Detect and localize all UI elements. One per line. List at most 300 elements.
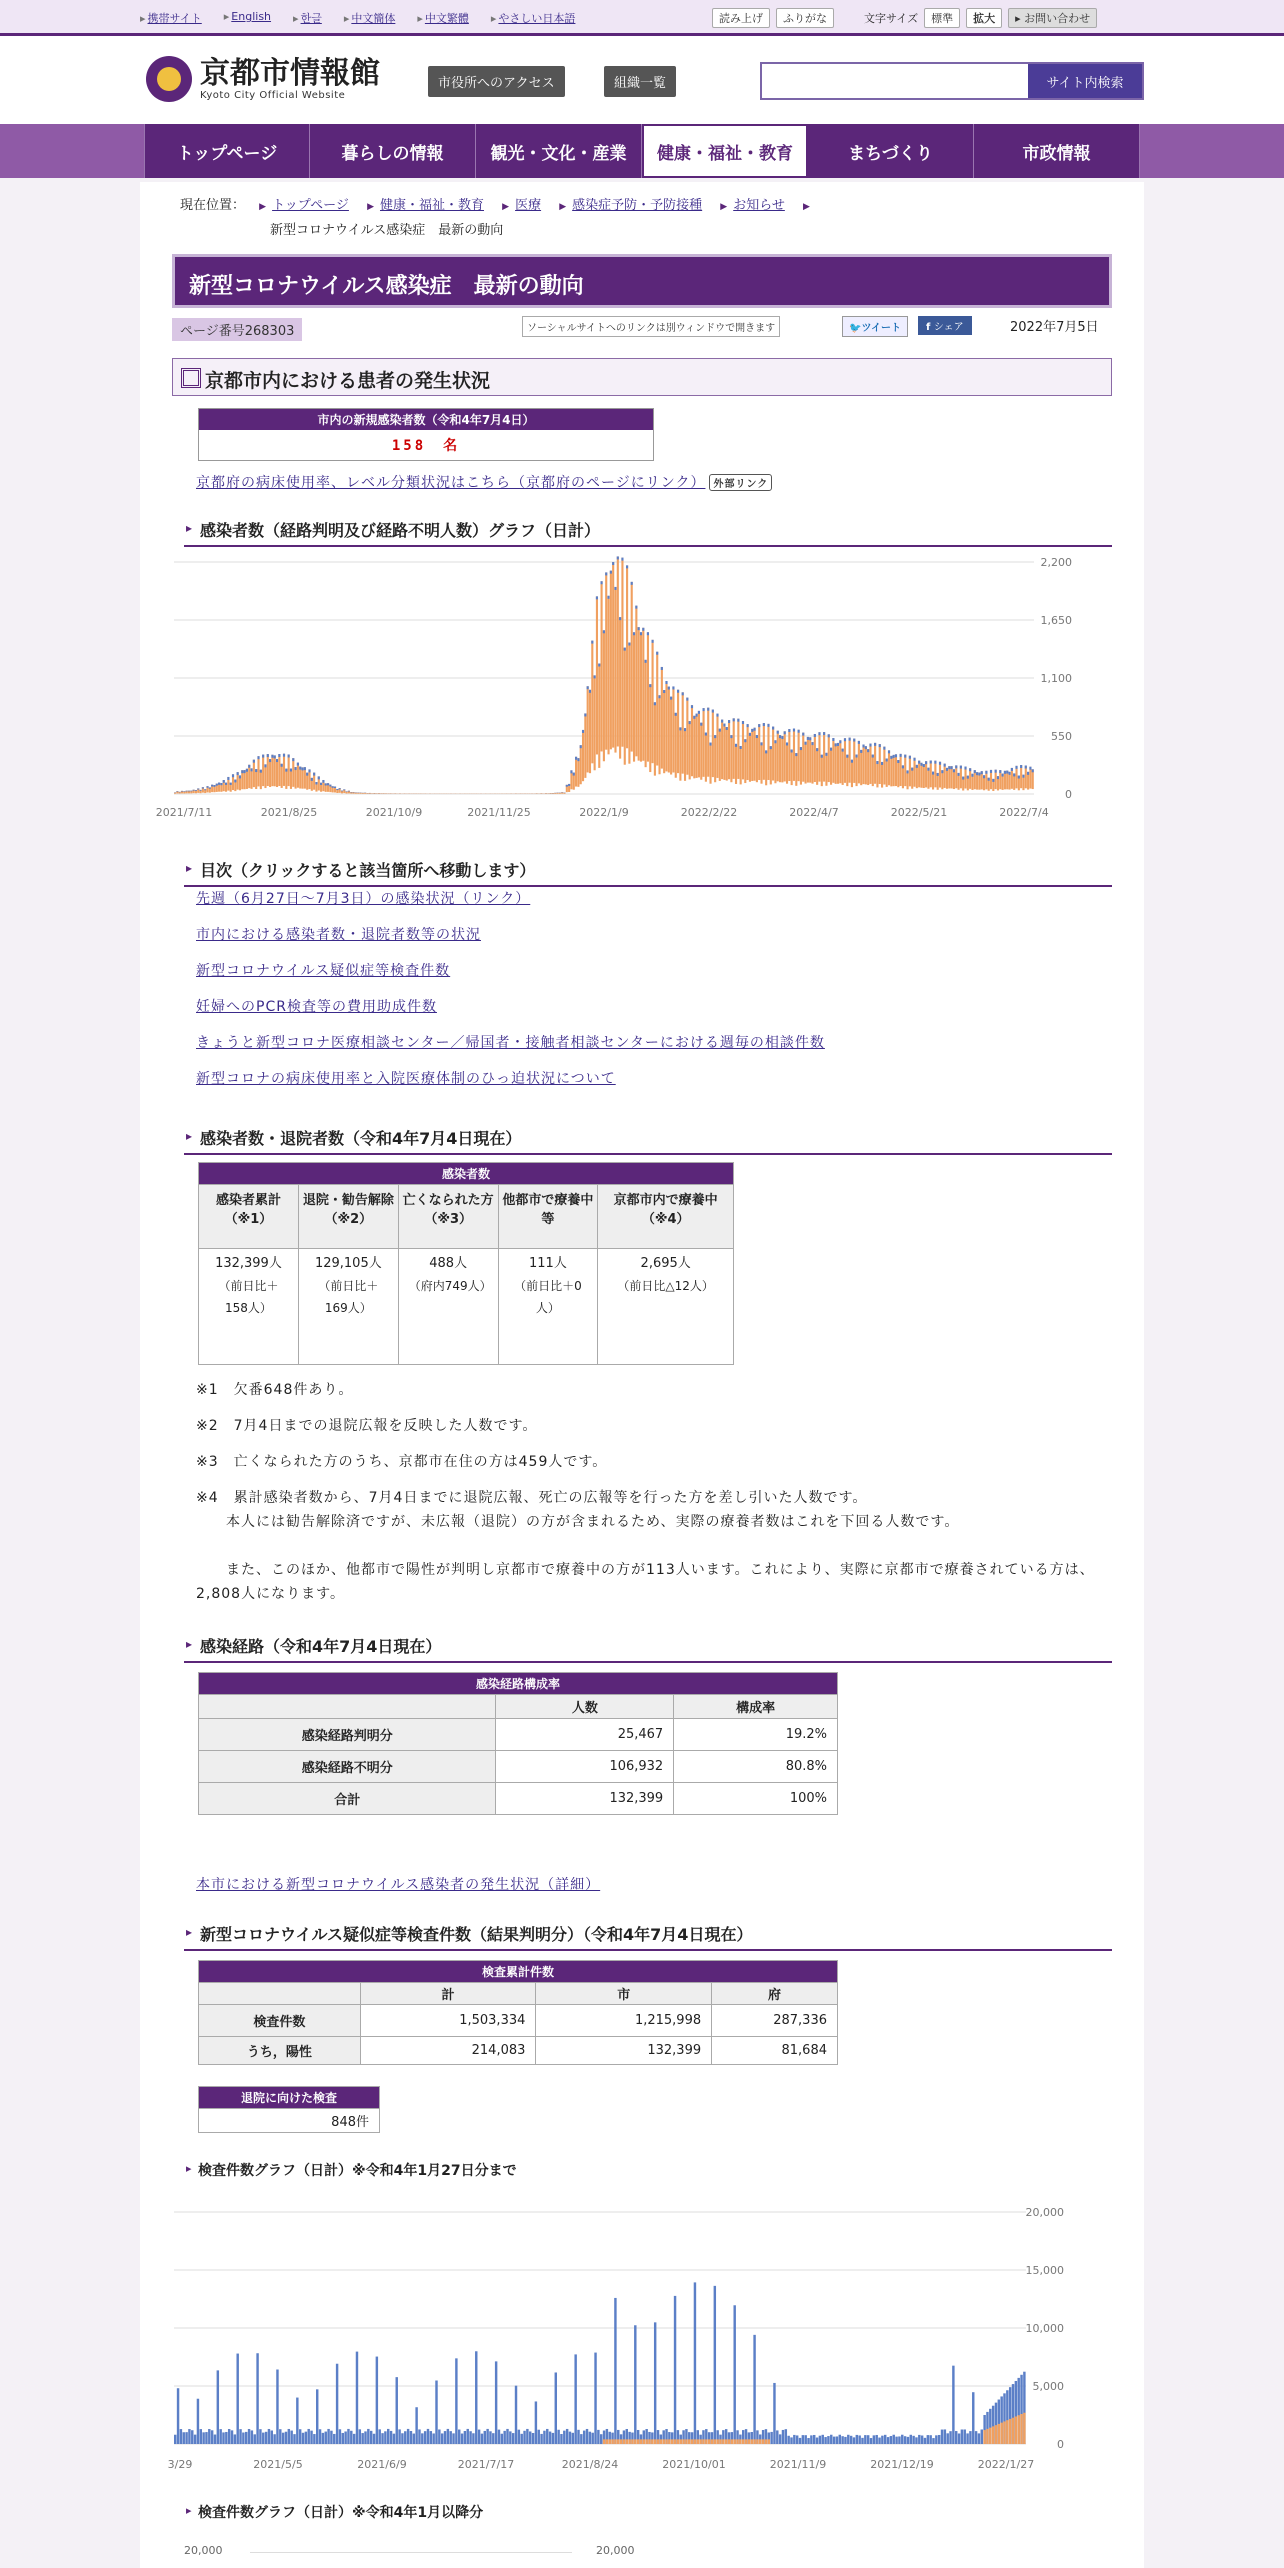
access-button[interactable]: 市役所へのアクセス [428, 66, 565, 97]
test-bar [174, 2435, 176, 2444]
tests-cell: 132,399 [536, 2037, 712, 2065]
test-bar [268, 2429, 270, 2444]
test-bar [222, 2432, 224, 2444]
test-bar [895, 2437, 897, 2444]
infection-bar-unknown [795, 753, 797, 786]
infection-bar-unknown [765, 750, 767, 785]
test-bar [447, 2429, 449, 2444]
infection-bar-unknown [888, 750, 890, 785]
test-bar [822, 2435, 824, 2444]
status-value-discharged: 129,105人 [314, 1256, 382, 1271]
test-bar [518, 2430, 520, 2444]
main-content [140, 182, 1144, 2568]
infection-bar-known [714, 735, 716, 738]
test-bar [486, 2429, 488, 2444]
breadcrumb-infection[interactable]: 感染症予防・予防接種 [572, 198, 703, 213]
contact-button[interactable]: ▸ お問い合わせ [1008, 8, 1097, 28]
test-positive-bar [719, 2439, 721, 2444]
hospital-rate-link-row [196, 472, 772, 492]
infection-bar-known [619, 617, 621, 620]
test-positive-bar [736, 2439, 738, 2444]
infection-bar-unknown [649, 684, 651, 772]
infection-bar-unknown [869, 744, 871, 784]
test-bar [424, 2431, 426, 2444]
route-heading: ▸ 感染経路（令和4年7月4日現在） [184, 1634, 1112, 1663]
infection-bar-unknown [809, 737, 811, 782]
infection-bar-known [964, 767, 966, 770]
test-chart-xtick: 2021/10/01 [662, 2458, 726, 2471]
infection-bar-known [271, 755, 273, 758]
link-english[interactable]: ▸ English [224, 10, 271, 26]
infection-chart-ytick: 1,100 [1040, 672, 1072, 685]
breadcrumb-news[interactable]: お知らせ [733, 198, 785, 213]
infection-bar-known [677, 690, 679, 693]
test-chart-xtick: 3/29 [167, 2458, 193, 2471]
furigana-button[interactable]: ふりがな [776, 8, 834, 28]
infection-bar-unknown [969, 768, 971, 789]
test-bar [197, 2399, 199, 2444]
test-bar [799, 2438, 801, 2444]
test-positive-bar [688, 2439, 690, 2444]
infection-bar-unknown [793, 729, 795, 781]
toc-link-status[interactable]: 市内における感染者数・退院者数等の状況 [196, 927, 481, 943]
infection-bar-unknown [605, 572, 607, 749]
test-bar [572, 2433, 574, 2444]
infection-bar-known [897, 760, 899, 763]
test-bar [180, 2429, 182, 2444]
test-bar [841, 2436, 843, 2444]
infection-bar-known [916, 765, 918, 768]
infection-chart-ytick: 2,200 [1040, 556, 1072, 569]
infection-bar-known [888, 750, 890, 753]
breadcrumb-arrow-icon: ▶ [502, 202, 510, 212]
test-bar [265, 2432, 267, 2444]
infection-bar-unknown [612, 562, 614, 748]
test-bar [796, 2435, 798, 2444]
nav-life[interactable]: 暮らしの情報 [310, 124, 476, 178]
infection-bar-known [269, 759, 271, 762]
infection-bar-unknown [292, 758, 294, 787]
test-bar [449, 2431, 451, 2444]
tests-caption: 検査累計件数 [199, 1961, 838, 1983]
test-bar [946, 2433, 948, 2444]
infection-bar-unknown [948, 766, 950, 788]
infection-bar-unknown [862, 745, 864, 785]
infection-bar-unknown [656, 652, 658, 766]
test-bar [776, 2430, 778, 2444]
status-header-in-city: 京都市内で療養中（※4） [598, 1185, 734, 1249]
test-positive-bar [609, 2439, 611, 2444]
infection-bar-known [605, 572, 607, 575]
status-sub-discharged: （前日比＋169人） [318, 1279, 379, 1315]
infection-bar-unknown [832, 738, 834, 783]
infection-bar-known [612, 562, 614, 565]
test-bar [413, 2434, 415, 2444]
tests-header-pref: 府 [712, 1983, 838, 2005]
toc-link-pregnant[interactable]: 妊婦へのPCR検査等の費用助成件数 [196, 999, 437, 1015]
infection-bar-known [721, 720, 723, 723]
infection-bar-unknown [594, 675, 596, 770]
test-bar [305, 2432, 307, 2444]
test-bar [231, 2430, 233, 2444]
test-positive-bar [756, 2439, 758, 2444]
infection-bar-known [250, 768, 252, 771]
test-bar [782, 2430, 784, 2444]
toc-link-consultation[interactable]: きょうと新型コロナ医療相談センター／帰国者・接触者相談センターにおける週毎の相談件数 [196, 1035, 825, 1051]
infection-bar-unknown [1029, 767, 1031, 789]
infection-bar-known [728, 720, 730, 723]
route-header-empty [199, 1695, 496, 1719]
test-bar [941, 2430, 943, 2444]
infection-bar-known [315, 782, 317, 784]
infection-bar-unknown [849, 738, 851, 783]
infection-bar-unknown [642, 628, 644, 761]
infection-bar-known [1032, 769, 1034, 772]
test-bar [949, 2431, 951, 2444]
test-bar [978, 2433, 980, 2444]
hospital-rate-link[interactable]: 京都府の病床使用率、レベル分類状況はこちら（京都府のページにリンク） [196, 475, 706, 491]
test-bar [807, 2438, 809, 2444]
nav-town[interactable]: まちづくり [808, 124, 974, 178]
test-positive-bar [708, 2439, 710, 2444]
test-bar [964, 2429, 966, 2444]
share-label: シェア [933, 322, 964, 333]
route-row-rate: 80.8% [674, 1751, 838, 1783]
infection-bar-known [930, 760, 932, 763]
infection-bar-known [230, 783, 232, 785]
infection-bar-unknown [728, 720, 730, 779]
infection-bar-known [339, 788, 341, 789]
test-positive-bar [1023, 2413, 1025, 2444]
infection-bar-known [647, 632, 649, 635]
test-bar [819, 2436, 821, 2444]
test-bar [577, 2430, 579, 2444]
toc-link-weekly[interactable]: 先週（6月27日～7月3日）の感染状況（リンク） [196, 891, 531, 907]
infection-bar-known [969, 768, 971, 771]
infection-bar-unknown [844, 738, 846, 783]
infection-bar-known [923, 764, 925, 767]
infection-bar-known [239, 775, 241, 778]
infection-bar-unknown [299, 767, 301, 789]
infection-bar-known [257, 756, 259, 759]
test-positive-bar [671, 2439, 673, 2444]
infection-bar-known [760, 742, 762, 745]
infection-bar-unknown [575, 757, 577, 787]
test-chart-xtick: 2021/6/9 [357, 2458, 407, 2471]
test-bar [347, 2429, 349, 2444]
breadcrumb-health[interactable]: 健康・福祉・教育 [379, 198, 484, 213]
infection-bar-unknown [867, 749, 869, 785]
infection-bar-known [920, 763, 922, 766]
tests-header-empty [199, 1983, 361, 2005]
infection-bar-known [821, 755, 823, 758]
infection-bar-known [999, 770, 1001, 773]
test-positive-bar [685, 2439, 687, 2444]
infection-bar-known [907, 770, 909, 773]
infection-bar-unknown [960, 766, 962, 789]
infection-bar-unknown [760, 742, 762, 783]
test-positive-bar [614, 2439, 616, 2444]
infection-bar-unknown [719, 729, 721, 781]
test-positive-bar [705, 2439, 707, 2444]
infection-bar-known [793, 729, 795, 732]
infection-bar-known [696, 714, 698, 717]
toc-link-consultation-row [196, 1032, 825, 1052]
infection-bar-known [1002, 774, 1004, 777]
infection-bar-unknown [723, 724, 725, 780]
toc-link-beds[interactable]: 新型コロナの病床使用率と入院医療体制のひっ迫状況について [196, 1071, 616, 1087]
test-bar [890, 2436, 892, 2444]
link-easy-japanese[interactable]: ▸ やさしい日本語 [491, 10, 576, 26]
status-note: 本人には勧告解除済ですが、未広報（退院）の方が含まれるため、実際の療養者数はこれを下回る人数です。 [196, 1514, 960, 1530]
infection-bar-known [823, 732, 825, 735]
infection-bar-known [327, 783, 329, 785]
test-bar [958, 2433, 960, 2444]
test-bar [208, 2429, 210, 2444]
infection-bar-unknown [930, 760, 932, 787]
test-positive-bar [623, 2439, 625, 2444]
nav-tourism[interactable]: 観光・文化・産業 [476, 124, 642, 178]
infection-bar-unknown [876, 761, 878, 787]
link-mobile[interactable]: ▸ 携帯サイト [140, 10, 202, 26]
test-bar [529, 2431, 531, 2444]
test-positive-bar [651, 2439, 653, 2444]
infection-bar-unknown [837, 743, 839, 784]
test-positive-bar [728, 2439, 730, 2444]
test-bar [813, 2435, 815, 2444]
infection-bar-unknown [596, 596, 598, 754]
infection-bar-known [299, 767, 301, 770]
route-header-rate: 構成率 [674, 1695, 838, 1719]
infection-bar-unknown [897, 760, 899, 787]
infection-bar-known [925, 761, 927, 764]
infection-bar-known [772, 727, 774, 730]
infection-bar-unknown [911, 768, 913, 789]
test-bar [492, 2433, 494, 2444]
infection-bar-unknown [747, 724, 749, 780]
infection-bar-known [946, 768, 948, 771]
infection-bar-known [958, 773, 960, 776]
status-header-discharged: 退院・勧告解除（※2） [298, 1185, 398, 1249]
infection-bar-unknown [772, 727, 774, 781]
infection-bar-known [617, 556, 619, 559]
test-bar [912, 2436, 914, 2444]
test-bar [325, 2432, 327, 2444]
route-row-rate: 100% [674, 1783, 838, 1815]
test-positive-bar [682, 2439, 684, 2444]
infection-bar-known [663, 690, 665, 693]
infection-bar-known [227, 777, 229, 780]
infection-bar-known [990, 770, 992, 773]
infection-bar-unknown [874, 743, 876, 784]
infection-bar-unknown [281, 764, 283, 788]
infection-bar-unknown [851, 760, 853, 787]
infection-bar-known [290, 768, 292, 771]
breadcrumb-current: 新型コロナウイルス感染症 最新の動向 [270, 223, 504, 238]
infection-bar-known [594, 675, 596, 678]
infection-bar-known [1027, 772, 1029, 775]
infection-bar-known [292, 758, 294, 761]
test-bar [390, 2431, 392, 2444]
test-bar [569, 2432, 571, 2444]
test-bar [589, 2432, 591, 2444]
test-bar [816, 2438, 818, 2444]
infection-bar-known [577, 758, 579, 761]
infection-bar-known [816, 748, 818, 751]
infection-bar-known [700, 723, 702, 726]
link-chinese-traditional[interactable]: ▸ 中文繁體 [417, 10, 469, 26]
tweet-button[interactable] [842, 316, 908, 337]
infection-bar-unknown [886, 758, 888, 786]
test-bar [824, 2437, 826, 2444]
status-sub-total: （前日比＋158人） [218, 1279, 279, 1315]
discharge-caption: 退院に向けた検査 [199, 2087, 380, 2109]
link-chinese-simplified[interactable]: ▸ 中文簡体 [344, 10, 396, 26]
nav-health[interactable]: 健康・福祉・教育 [642, 124, 808, 178]
test-bar [969, 2431, 971, 2444]
search-input[interactable] [762, 64, 1028, 98]
test-bar [285, 2432, 287, 2444]
infection-bar-known [325, 783, 327, 785]
infection-bar-unknown [693, 716, 695, 779]
test-bar [441, 2433, 443, 2444]
test-positive-bar [748, 2439, 750, 2444]
search-button[interactable]: サイト内検索 [1028, 64, 1142, 98]
test-bar [927, 2435, 929, 2444]
breadcrumb-label: 現在位置： [180, 198, 246, 213]
infection-chart-xtick: 2022/2/22 [680, 806, 738, 819]
infection-bar-known [311, 778, 313, 781]
infection-bar-unknown [791, 749, 793, 785]
utility-bar [0, 0, 1284, 36]
infection-bar-known [913, 758, 915, 761]
infection-bar-known [199, 790, 201, 791]
infection-bar-unknown [700, 723, 702, 780]
test-bar [552, 2433, 554, 2444]
infection-bar-known [1015, 766, 1017, 769]
test-bar [506, 2429, 508, 2444]
infection-bar-known [313, 773, 315, 776]
language-links [140, 10, 575, 26]
infection-bar-known [186, 791, 188, 792]
infection-bar-unknown [589, 690, 591, 773]
infection-bar-known [948, 766, 950, 769]
nav-top[interactable]: トップページ [144, 124, 310, 178]
breadcrumb-top[interactable]: トップページ [272, 198, 349, 213]
test-bar [236, 2354, 238, 2444]
infection-bar-known [809, 737, 811, 740]
infection-bar-unknown [709, 743, 711, 784]
test-bar [810, 2435, 812, 2444]
test-bar [282, 2433, 284, 2444]
infection-bar-unknown [619, 617, 621, 758]
infection-bar-known [568, 784, 570, 786]
infection-bar-unknown [828, 734, 830, 782]
site-logo[interactable] [146, 56, 380, 102]
infection-bar-known [723, 724, 725, 727]
test-bar [313, 2434, 315, 2444]
infection-bar-known [649, 684, 651, 687]
test-positive-bar [762, 2439, 764, 2444]
test-positive-bar [1012, 2418, 1014, 2444]
font-enlarge-button[interactable]: 拡大 [966, 8, 1002, 28]
test-bar [251, 2430, 253, 2444]
infection-bar-known [631, 582, 633, 585]
test-bar [219, 2429, 221, 2444]
infection-bar-known [686, 698, 688, 701]
test-positive-bar [691, 2439, 693, 2444]
infection-bar-known [818, 732, 820, 735]
status-cell [298, 1249, 398, 1365]
org-list-button[interactable]: 組織一覧 [604, 66, 676, 97]
infection-bar-known [844, 738, 846, 741]
test-bar [356, 2352, 358, 2444]
infection-bar-unknown [821, 755, 823, 786]
infection-bar-known [656, 652, 658, 655]
infection-bar-known [709, 743, 711, 746]
font-standard-button[interactable]: 標準 [924, 8, 960, 28]
infection-bar-unknown [297, 763, 299, 788]
tests-row-label: 検査件数 [199, 2005, 361, 2037]
infection-bar-known [348, 791, 350, 792]
infection-bar-unknown [647, 632, 649, 761]
test-bar [415, 2407, 417, 2444]
link-korean[interactable]: ▸ 한글 [293, 10, 322, 26]
infection-bar-known [839, 740, 841, 743]
test-bar [773, 2383, 775, 2444]
facebook-share-button[interactable] [918, 316, 972, 335]
test-bar [404, 2431, 406, 2444]
infection-bar-unknown [582, 730, 584, 781]
nav-city-admin[interactable]: 市政情報 [974, 124, 1140, 178]
test-positive-bar [660, 2439, 662, 2444]
infection-bar-unknown [853, 739, 855, 783]
test-bar [381, 2433, 383, 2444]
test-bar [600, 2434, 602, 2444]
infection-bar-unknown [617, 556, 619, 746]
test-bar [918, 2435, 920, 2444]
infection-bar-unknown [818, 732, 820, 781]
infection-bar-unknown [754, 728, 756, 781]
test-positive-bar [1003, 2421, 1005, 2444]
infection-bar-known [614, 587, 616, 590]
infection-bar-known [932, 772, 934, 775]
read-aloud-button[interactable]: 読み上げ [712, 8, 770, 28]
test-bar [478, 2430, 480, 2444]
status-note: ※2 7月4日までの退院広報を反映した人数です。 [196, 1418, 538, 1434]
infection-bar-known [640, 632, 642, 635]
test-bar [418, 2429, 420, 2444]
infection-bar-known [707, 708, 709, 711]
tests-header-city: 市 [536, 1983, 712, 2005]
infection-bar-unknown [668, 687, 670, 773]
breadcrumb-arrow-icon: ▶ [802, 202, 810, 212]
infection-chart-xtick: 2021/10/9 [365, 806, 423, 819]
detail-link[interactable]: 本市における新型コロナウイルス感染者の発生状況（詳細） [196, 1877, 601, 1893]
infection-bar-known [856, 755, 858, 758]
test-positive-bar [662, 2439, 664, 2444]
breadcrumb-medical[interactable]: 医療 [515, 198, 542, 213]
infection-bar-known [580, 745, 582, 748]
test-bar [850, 2436, 852, 2444]
toc-link-tests[interactable]: 新型コロナウイルス疑似症等検査件数 [196, 963, 451, 979]
test-bar [770, 2432, 772, 2444]
test-bar [793, 2435, 795, 2444]
infection-bar-unknown [740, 746, 742, 784]
infection-bar-known [255, 769, 257, 772]
infection-bar-known [835, 743, 837, 746]
infection-bar-unknown [751, 729, 753, 781]
